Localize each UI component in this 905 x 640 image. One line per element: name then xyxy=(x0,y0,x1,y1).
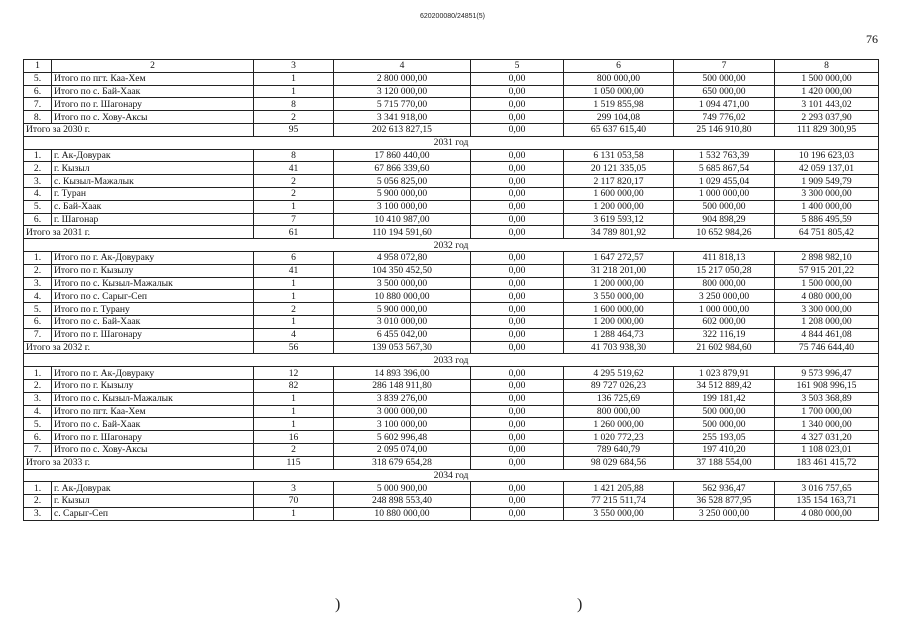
row-number: 6. xyxy=(24,213,52,226)
amount-cell: 1 200 000,00 xyxy=(564,315,674,328)
count-cell: 56 xyxy=(254,341,334,354)
amount-cell: 5 685 867,54 xyxy=(674,162,775,175)
locality-name: Итого по с. Бай-Хаак xyxy=(52,315,254,328)
amount-cell: 0,00 xyxy=(471,123,564,136)
count-cell: 1 xyxy=(254,315,334,328)
row-number: 1. xyxy=(24,149,52,162)
table-row xyxy=(24,149,879,162)
amount-cell: 5 000 900,00 xyxy=(334,482,471,495)
count-cell: 41 xyxy=(254,162,334,175)
amount-cell: 5 900 000,00 xyxy=(334,303,471,316)
year-header-row xyxy=(24,239,879,252)
row-number: 5. xyxy=(24,200,52,213)
amount-cell: 15 217 050,28 xyxy=(674,264,775,277)
table-row xyxy=(24,175,879,188)
row-number: 1. xyxy=(24,251,52,264)
count-cell: 2 xyxy=(254,175,334,188)
locality-name: Итого по г. Ак-Довураку xyxy=(52,251,254,264)
count-cell: 70 xyxy=(254,495,334,508)
count-cell: 115 xyxy=(254,456,334,469)
locality-name: Итого по пгт. Каа-Хем xyxy=(52,405,254,418)
table-row xyxy=(24,213,879,226)
amount-cell: 2 898 982,10 xyxy=(775,251,879,264)
row-number: 4. xyxy=(24,187,52,200)
amount-cell: 14 893 396,00 xyxy=(334,367,471,380)
amount-cell: 10 880 000,00 xyxy=(334,290,471,303)
locality-name: с. Кызыл-Мажалык xyxy=(52,175,254,188)
amount-cell: 0,00 xyxy=(471,482,564,495)
amount-cell: 904 898,29 xyxy=(674,213,775,226)
amount-cell: 248 898 553,40 xyxy=(334,495,471,508)
amount-cell: 0,00 xyxy=(471,200,564,213)
amount-cell: 3 839 276,00 xyxy=(334,392,471,405)
amount-cell: 1 532 763,39 xyxy=(674,149,775,162)
year-heading: 2032 год xyxy=(24,239,879,252)
table-row xyxy=(24,431,879,444)
locality-name: г. Ак-Довурак xyxy=(52,482,254,495)
table-row xyxy=(24,482,879,495)
amount-cell: 34 789 801,92 xyxy=(564,226,674,239)
count-cell: 61 xyxy=(254,226,334,239)
count-cell: 41 xyxy=(254,264,334,277)
amount-cell: 3 100 000,00 xyxy=(334,200,471,213)
amount-cell: 1 020 772,23 xyxy=(564,431,674,444)
count-cell: 16 xyxy=(254,431,334,444)
amount-cell: 1 600 000,00 xyxy=(564,303,674,316)
row-number: 6. xyxy=(24,431,52,444)
amount-cell: 25 146 910,80 xyxy=(674,123,775,136)
amount-cell: 1 000 000,00 xyxy=(674,187,775,200)
table-row xyxy=(24,405,879,418)
locality-name: Итого по с. Сарыг-Сеп xyxy=(52,290,254,303)
amount-cell: 0,00 xyxy=(471,187,564,200)
amount-cell: 21 602 984,60 xyxy=(674,341,775,354)
amount-cell: 0,00 xyxy=(471,213,564,226)
total-row xyxy=(24,341,879,354)
amount-cell: 1 421 205,88 xyxy=(564,482,674,495)
amount-cell: 3 550 000,00 xyxy=(564,290,674,303)
amount-cell: 1 000 000,00 xyxy=(674,303,775,316)
amount-cell: 1 288 464,73 xyxy=(564,328,674,341)
amount-cell: 0,00 xyxy=(471,328,564,341)
table-row xyxy=(24,277,879,290)
amount-cell: 3 010 000,00 xyxy=(334,315,471,328)
amount-cell: 1 909 549,79 xyxy=(775,175,879,188)
table-row xyxy=(24,303,879,316)
table-row xyxy=(24,98,879,111)
amount-cell: 3 503 368,89 xyxy=(775,392,879,405)
count-cell: 1 xyxy=(254,277,334,290)
amount-cell: 5 602 996,48 xyxy=(334,431,471,444)
amount-cell: 41 703 938,30 xyxy=(564,341,674,354)
amount-cell: 1 108 023,01 xyxy=(775,443,879,456)
count-cell: 1 xyxy=(254,200,334,213)
table-body xyxy=(24,60,879,521)
amount-cell: 562 936,47 xyxy=(674,482,775,495)
table-row xyxy=(24,328,879,341)
locality-name: Итого по с. Бай-Хаак xyxy=(52,85,254,98)
table-row xyxy=(24,392,879,405)
count-cell: 2 xyxy=(254,111,334,124)
amount-cell: 4 080 000,00 xyxy=(775,507,879,520)
table-row xyxy=(24,85,879,98)
amount-cell: 1 700 000,00 xyxy=(775,405,879,418)
amount-cell: 255 193,05 xyxy=(674,431,775,444)
handwritten-mark: ) xyxy=(335,596,341,613)
amount-cell: 17 860 440,00 xyxy=(334,149,471,162)
table-row xyxy=(24,507,879,520)
amount-cell: 0,00 xyxy=(471,418,564,431)
amount-cell: 67 866 339,60 xyxy=(334,162,471,175)
amount-cell: 3 500 000,00 xyxy=(334,277,471,290)
count-cell: 1 xyxy=(254,507,334,520)
amount-cell: 4 844 461,08 xyxy=(775,328,879,341)
amount-cell: 0,00 xyxy=(471,315,564,328)
amount-cell: 3 120 000,00 xyxy=(334,85,471,98)
column-header: 2 xyxy=(52,60,254,73)
amount-cell: 0,00 xyxy=(471,264,564,277)
amount-cell: 0,00 xyxy=(471,175,564,188)
count-cell: 1 xyxy=(254,85,334,98)
row-number: 2. xyxy=(24,495,52,508)
amount-cell: 4 958 072,80 xyxy=(334,251,471,264)
amount-cell: 0,00 xyxy=(471,98,564,111)
amount-cell: 0,00 xyxy=(471,226,564,239)
amount-cell: 1 400 000,00 xyxy=(775,200,879,213)
table-row xyxy=(24,200,879,213)
count-cell: 1 xyxy=(254,72,334,85)
amount-cell: 34 512 889,42 xyxy=(674,379,775,392)
row-number: 3. xyxy=(24,277,52,290)
amount-cell: 500 000,00 xyxy=(674,405,775,418)
column-header: 3 xyxy=(254,60,334,73)
amount-cell: 10 880 000,00 xyxy=(334,507,471,520)
count-cell: 1 xyxy=(254,392,334,405)
amount-cell: 322 116,19 xyxy=(674,328,775,341)
locality-name: Итого по с. Кызыл-Мажалык xyxy=(52,392,254,405)
amount-cell: 0,00 xyxy=(471,392,564,405)
amount-cell: 3 550 000,00 xyxy=(564,507,674,520)
amount-cell: 6 455 042,00 xyxy=(334,328,471,341)
amount-cell: 0,00 xyxy=(471,341,564,354)
amount-cell: 3 101 443,02 xyxy=(775,98,879,111)
table-row xyxy=(24,162,879,175)
row-number: 2. xyxy=(24,264,52,277)
year-header-row xyxy=(24,136,879,149)
locality-name: г. Туран xyxy=(52,187,254,200)
amount-cell: 3 100 000,00 xyxy=(334,418,471,431)
row-number: 3. xyxy=(24,175,52,188)
locality-name: Итого по г. Кызылу xyxy=(52,379,254,392)
amount-cell: 299 104,08 xyxy=(564,111,674,124)
count-cell: 7 xyxy=(254,213,334,226)
amount-cell: 36 528 877,95 xyxy=(674,495,775,508)
amount-cell: 0,00 xyxy=(471,85,564,98)
amount-cell: 3 250 000,00 xyxy=(674,290,775,303)
amount-cell: 1 519 855,98 xyxy=(564,98,674,111)
amount-cell: 3 300 000,00 xyxy=(775,187,879,200)
total-row xyxy=(24,456,879,469)
amount-cell: 57 915 201,22 xyxy=(775,264,879,277)
locality-name: г. Кызыл xyxy=(52,162,254,175)
amount-cell: 3 000 000,00 xyxy=(334,405,471,418)
table-row xyxy=(24,187,879,200)
locality-name: Итого по г. Шагонару xyxy=(52,328,254,341)
data-table xyxy=(23,59,879,521)
locality-name: Итого по г. Шагонару xyxy=(52,98,254,111)
total-row xyxy=(24,123,879,136)
amount-cell: 1 340 000,00 xyxy=(775,418,879,431)
count-cell: 4 xyxy=(254,328,334,341)
year-header-row xyxy=(24,469,879,482)
amount-cell: 0,00 xyxy=(471,277,564,290)
column-number-row xyxy=(24,60,879,73)
row-number: 5. xyxy=(24,303,52,316)
row-number: 6. xyxy=(24,85,52,98)
locality-name: Итого по с. Хову-Аксы xyxy=(52,443,254,456)
amount-cell: 0,00 xyxy=(471,431,564,444)
amount-cell: 2 293 037,90 xyxy=(775,111,879,124)
locality-name: с. Сарыг-Сеп xyxy=(52,507,254,520)
count-cell: 1 xyxy=(254,405,334,418)
amount-cell: 199 181,42 xyxy=(674,392,775,405)
row-number: 7. xyxy=(24,98,52,111)
locality-name: Итого по с. Кызыл-Мажалык xyxy=(52,277,254,290)
count-cell: 6 xyxy=(254,251,334,264)
amount-cell: 789 640,79 xyxy=(564,443,674,456)
locality-name: г. Ак-Довурак xyxy=(52,149,254,162)
count-cell: 82 xyxy=(254,379,334,392)
row-number: 4. xyxy=(24,405,52,418)
amount-cell: 10 652 984,26 xyxy=(674,226,775,239)
amount-cell: 0,00 xyxy=(471,290,564,303)
amount-cell: 3 300 000,00 xyxy=(775,303,879,316)
amount-cell: 1 420 000,00 xyxy=(775,85,879,98)
count-cell: 1 xyxy=(254,290,334,303)
row-number: 2. xyxy=(24,379,52,392)
amount-cell: 89 727 026,23 xyxy=(564,379,674,392)
amount-cell: 139 053 567,30 xyxy=(334,341,471,354)
row-number: 2. xyxy=(24,162,52,175)
amount-cell: 0,00 xyxy=(471,162,564,175)
row-number: 7. xyxy=(24,443,52,456)
amount-cell: 2 800 000,00 xyxy=(334,72,471,85)
amount-cell: 286 148 911,80 xyxy=(334,379,471,392)
column-header: 1 xyxy=(24,60,52,73)
table-row xyxy=(24,443,879,456)
amount-cell: 0,00 xyxy=(471,111,564,124)
table-row xyxy=(24,251,879,264)
locality-name: Итого по г. Турану xyxy=(52,303,254,316)
row-number: 7. xyxy=(24,328,52,341)
amount-cell: 1 600 000,00 xyxy=(564,187,674,200)
table-row xyxy=(24,495,879,508)
amount-cell: 0,00 xyxy=(471,367,564,380)
column-header: 4 xyxy=(334,60,471,73)
row-number: 1. xyxy=(24,367,52,380)
amount-cell: 42 059 137,01 xyxy=(775,162,879,175)
amount-cell: 800 000,00 xyxy=(564,405,674,418)
amount-cell: 65 637 615,40 xyxy=(564,123,674,136)
total-label: Итого за 2031 г. xyxy=(24,226,254,239)
amount-cell: 0,00 xyxy=(471,72,564,85)
amount-cell: 500 000,00 xyxy=(674,72,775,85)
locality-name: Итого по г. Кызылу xyxy=(52,264,254,277)
amount-cell: 10 196 623,03 xyxy=(775,149,879,162)
amount-cell: 110 194 591,60 xyxy=(334,226,471,239)
amount-cell: 4 295 519,62 xyxy=(564,367,674,380)
amount-cell: 5 886 495,59 xyxy=(775,213,879,226)
amount-cell: 136 725,69 xyxy=(564,392,674,405)
table-row xyxy=(24,72,879,85)
amount-cell: 31 218 201,00 xyxy=(564,264,674,277)
handwritten-mark: ) xyxy=(577,596,583,613)
locality-name: Итого по с. Хову-Аксы xyxy=(52,111,254,124)
table-row xyxy=(24,367,879,380)
amount-cell: 9 573 996,47 xyxy=(775,367,879,380)
amount-cell: 0,00 xyxy=(471,456,564,469)
amount-cell: 135 154 163,71 xyxy=(775,495,879,508)
year-heading: 2034 год xyxy=(24,469,879,482)
amount-cell: 197 410,20 xyxy=(674,443,775,456)
amount-cell: 411 818,13 xyxy=(674,251,775,264)
amount-cell: 4 080 000,00 xyxy=(775,290,879,303)
locality-name: Итого по г. Шагонару xyxy=(52,431,254,444)
amount-cell: 5 900 000,00 xyxy=(334,187,471,200)
table-row xyxy=(24,264,879,277)
amount-cell: 98 029 684,56 xyxy=(564,456,674,469)
locality-name: г. Кызыл xyxy=(52,495,254,508)
amount-cell: 800 000,00 xyxy=(564,72,674,85)
year-heading: 2031 год xyxy=(24,136,879,149)
row-number: 4. xyxy=(24,290,52,303)
amount-cell: 75 746 644,40 xyxy=(775,341,879,354)
amount-cell: 2 095 074,00 xyxy=(334,443,471,456)
total-row xyxy=(24,226,879,239)
year-heading: 2033 год xyxy=(24,354,879,367)
amount-cell: 183 461 415,72 xyxy=(775,456,879,469)
amount-cell: 1 023 879,91 xyxy=(674,367,775,380)
amount-cell: 1 500 000,00 xyxy=(775,72,879,85)
amount-cell: 1 500 000,00 xyxy=(775,277,879,290)
amount-cell: 0,00 xyxy=(471,251,564,264)
amount-cell: 104 350 452,50 xyxy=(334,264,471,277)
table-row xyxy=(24,418,879,431)
amount-cell: 318 679 654,28 xyxy=(334,456,471,469)
count-cell: 2 xyxy=(254,187,334,200)
amount-cell: 10 410 987,00 xyxy=(334,213,471,226)
row-number: 8. xyxy=(24,111,52,124)
count-cell: 8 xyxy=(254,98,334,111)
amount-cell: 0,00 xyxy=(471,149,564,162)
locality-name: Итого по г. Ак-Довураку xyxy=(52,367,254,380)
locality-name: Итого по с. Бай-Хаак xyxy=(52,418,254,431)
amount-cell: 5 056 825,00 xyxy=(334,175,471,188)
amount-cell: 77 215 511,74 xyxy=(564,495,674,508)
amount-cell: 602 000,00 xyxy=(674,315,775,328)
amount-cell: 202 613 827,15 xyxy=(334,123,471,136)
page-number: 76 xyxy=(866,32,878,46)
amount-cell: 500 000,00 xyxy=(674,200,775,213)
amount-cell: 650 000,00 xyxy=(674,85,775,98)
amount-cell: 37 188 554,00 xyxy=(674,456,775,469)
table-row xyxy=(24,315,879,328)
row-number: 1. xyxy=(24,482,52,495)
amount-cell: 0,00 xyxy=(471,303,564,316)
amount-cell: 0,00 xyxy=(471,495,564,508)
count-cell: 1 xyxy=(254,418,334,431)
locality-name: г. Шагонар xyxy=(52,213,254,226)
locality-name: Итого по пгт. Каа-Хем xyxy=(52,72,254,85)
amount-cell: 1 050 000,00 xyxy=(564,85,674,98)
amount-cell: 500 000,00 xyxy=(674,418,775,431)
amount-cell: 6 131 053,58 xyxy=(564,149,674,162)
count-cell: 12 xyxy=(254,367,334,380)
amount-cell: 1 029 455,04 xyxy=(674,175,775,188)
count-cell: 2 xyxy=(254,303,334,316)
amount-cell: 1 200 000,00 xyxy=(564,277,674,290)
amount-cell: 3 619 593,12 xyxy=(564,213,674,226)
count-cell: 8 xyxy=(254,149,334,162)
table-row xyxy=(24,290,879,303)
locality-name: с. Бай-Хаак xyxy=(52,200,254,213)
amount-cell: 3 016 757,65 xyxy=(775,482,879,495)
amount-cell: 4 327 031,20 xyxy=(775,431,879,444)
row-number: 5. xyxy=(24,418,52,431)
row-number: 6. xyxy=(24,315,52,328)
document-id: 620200080/24851(5) xyxy=(419,13,485,20)
amount-cell: 749 776,02 xyxy=(674,111,775,124)
amount-cell: 1 208 000,00 xyxy=(775,315,879,328)
column-header: 7 xyxy=(674,60,775,73)
count-cell: 95 xyxy=(254,123,334,136)
amount-cell: 800 000,00 xyxy=(674,277,775,290)
total-label: Итого за 2032 г. xyxy=(24,341,254,354)
amount-cell: 0,00 xyxy=(471,379,564,392)
amount-cell: 0,00 xyxy=(471,405,564,418)
column-header: 8 xyxy=(775,60,879,73)
amount-cell: 5 715 770,00 xyxy=(334,98,471,111)
year-header-row xyxy=(24,354,879,367)
total-label: Итого за 2030 г. xyxy=(24,123,254,136)
table-row xyxy=(24,111,879,124)
amount-cell: 64 751 805,42 xyxy=(775,226,879,239)
row-number: 5. xyxy=(24,72,52,85)
amount-cell: 3 341 918,00 xyxy=(334,111,471,124)
row-number: 3. xyxy=(24,392,52,405)
amount-cell: 2 117 820,17 xyxy=(564,175,674,188)
column-header: 6 xyxy=(564,60,674,73)
count-cell: 3 xyxy=(254,482,334,495)
amount-cell: 1 647 272,57 xyxy=(564,251,674,264)
amount-cell: 20 121 335,05 xyxy=(564,162,674,175)
amount-cell: 1 260 000,00 xyxy=(564,418,674,431)
amount-cell: 161 908 996,15 xyxy=(775,379,879,392)
amount-cell: 3 250 000,00 xyxy=(674,507,775,520)
count-cell: 2 xyxy=(254,443,334,456)
amount-cell: 0,00 xyxy=(471,443,564,456)
table-row xyxy=(24,379,879,392)
row-number: 3. xyxy=(24,507,52,520)
amount-cell: 1 094 471,00 xyxy=(674,98,775,111)
amount-cell: 1 200 000,00 xyxy=(564,200,674,213)
amount-cell: 111 829 300,95 xyxy=(775,123,879,136)
total-label: Итого за 2033 г. xyxy=(24,456,254,469)
amount-cell: 0,00 xyxy=(471,507,564,520)
column-header: 5 xyxy=(471,60,564,73)
